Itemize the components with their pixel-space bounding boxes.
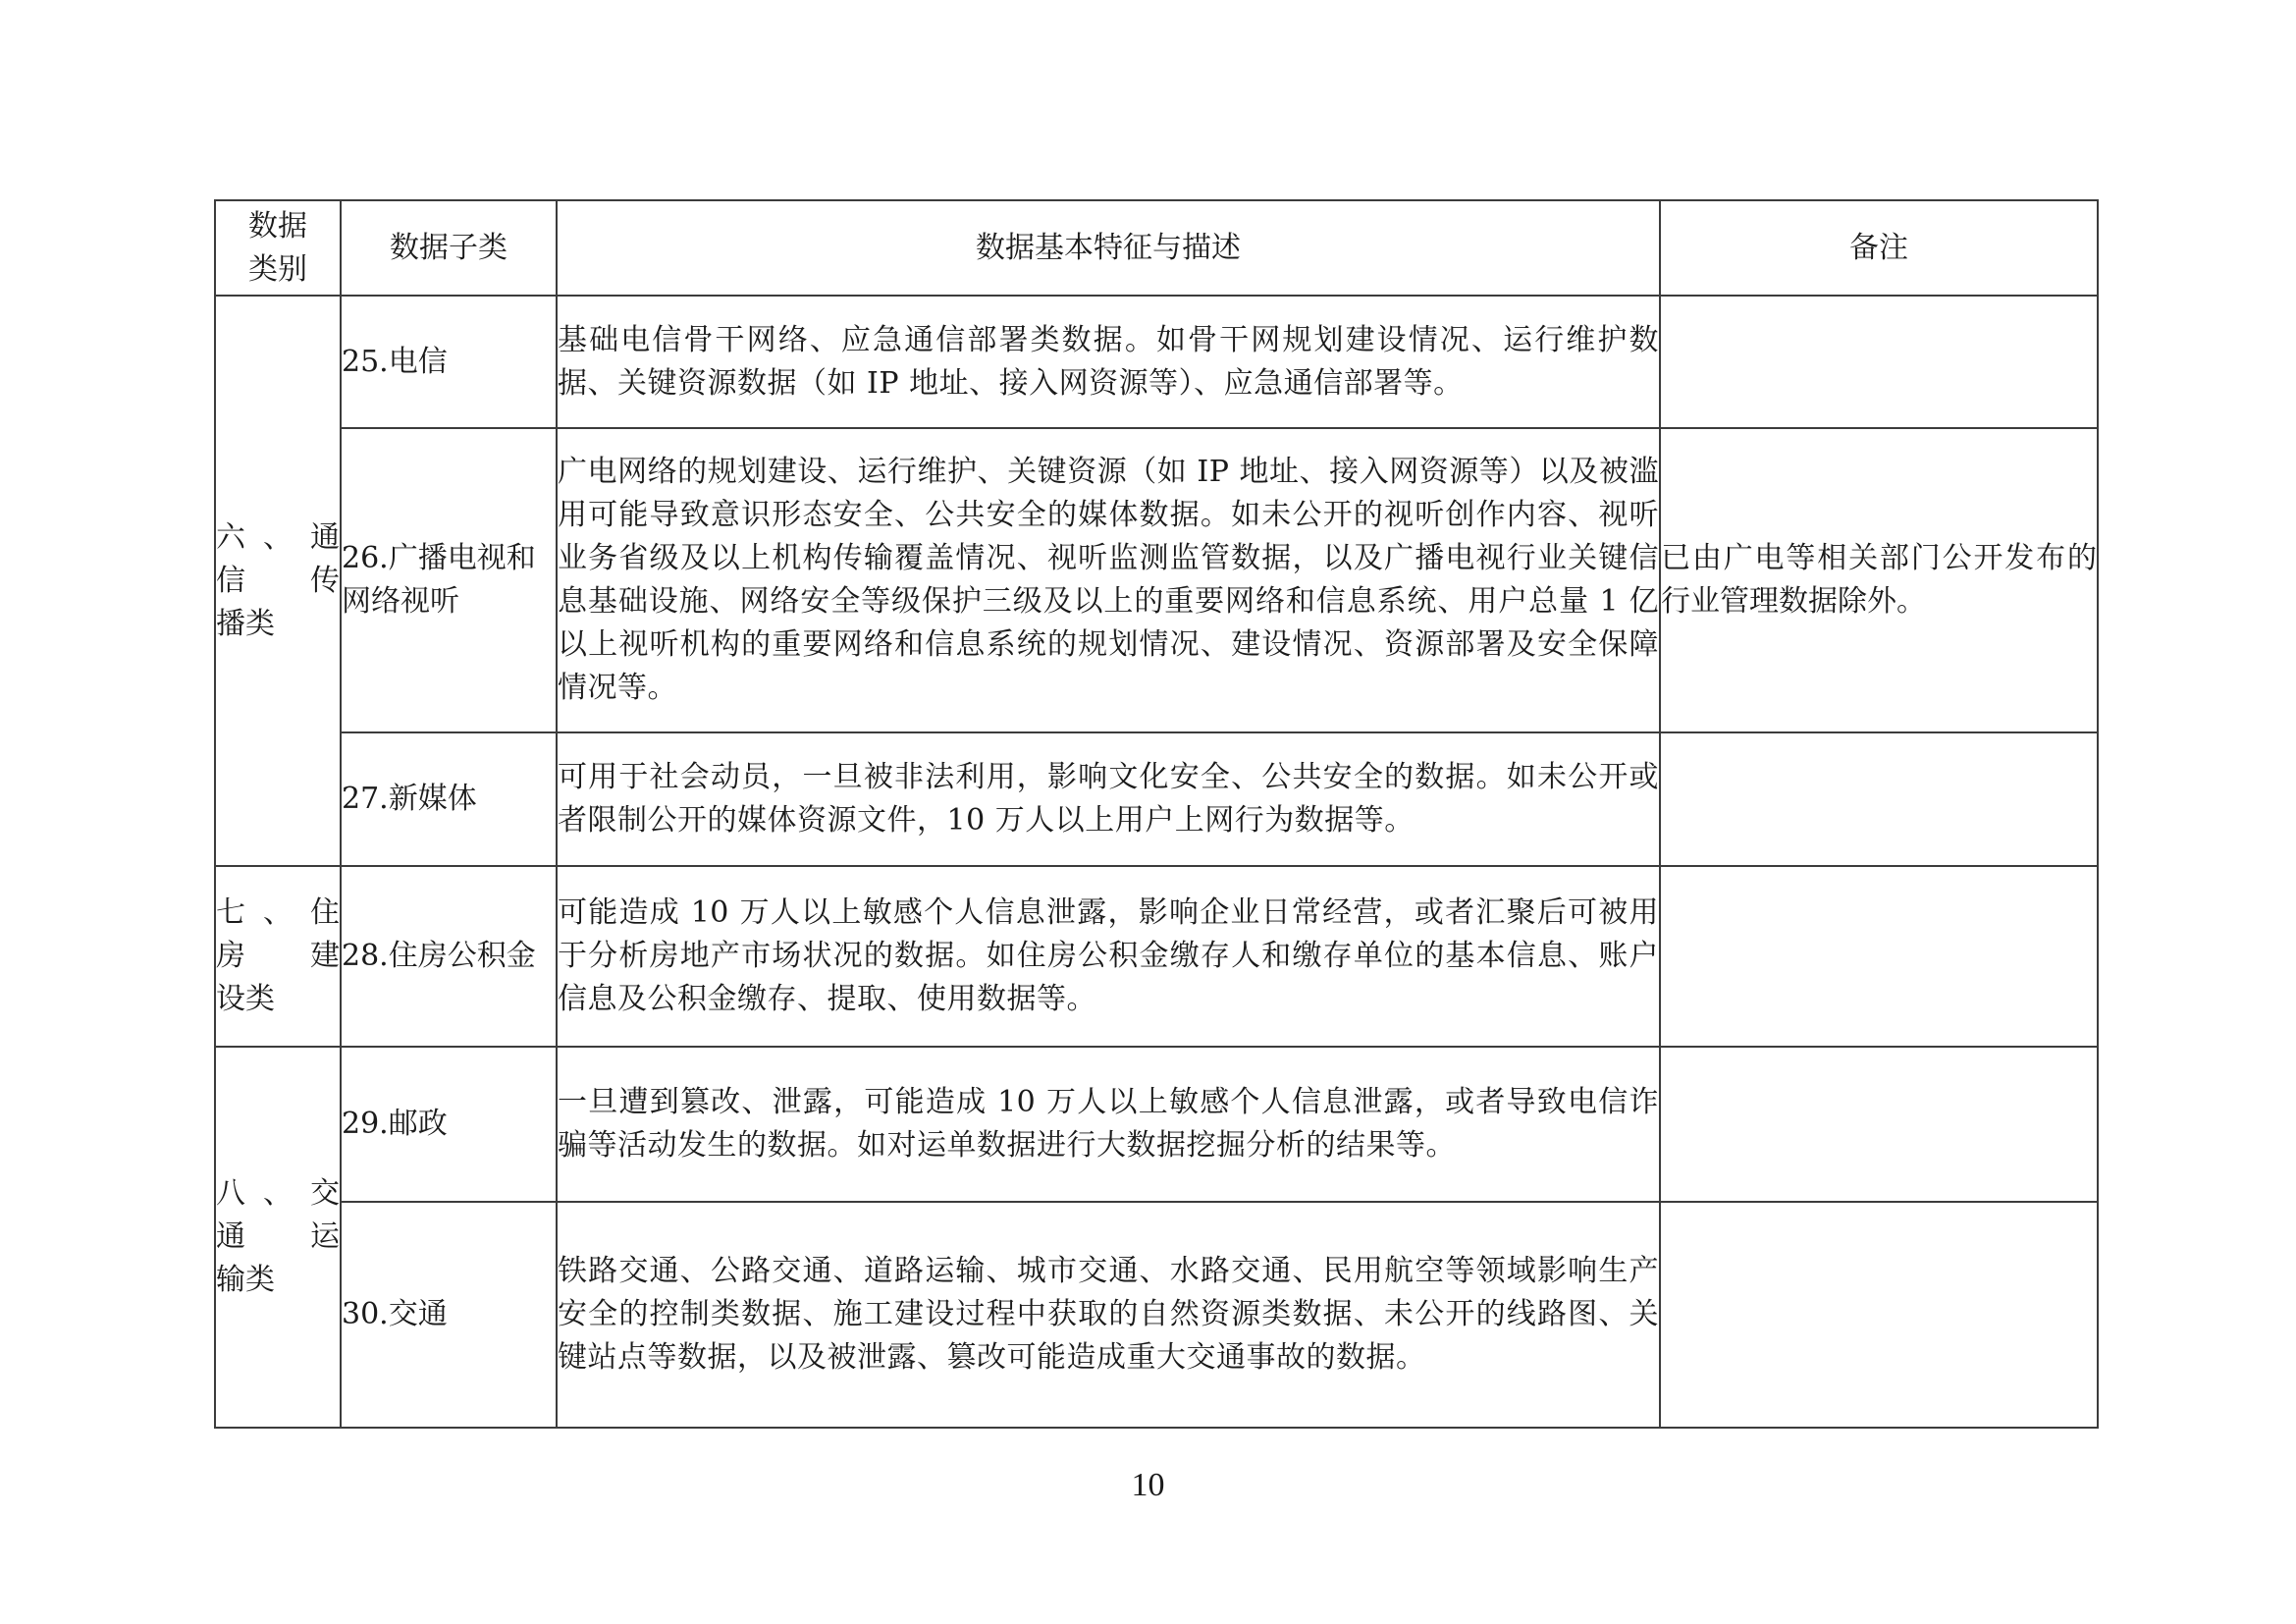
category-line: 八、交 <box>216 1176 340 1211</box>
note-cell <box>1660 296 2098 428</box>
header-category-line-1: 数据 <box>248 208 307 244</box>
table-row <box>215 732 2098 866</box>
subcategory-cell: 30.交通 <box>341 1202 557 1428</box>
header-note: 备注 <box>1660 200 2098 296</box>
data-classification-table <box>214 199 2099 1429</box>
description-cell: 基础电信骨干网络、应急通信部署类数据。如骨干网规划建设情况、运行维护数据、关键资源数据（如 IP 地址、接入网资源等）、应急通信部署等。 <box>557 296 1660 428</box>
subcategory-cell: 28.住房公积金 <box>341 866 557 1047</box>
subcategory-cell: 25.电信 <box>341 296 557 428</box>
note-cell <box>1660 732 2098 866</box>
category-line: 通 运 <box>216 1219 340 1254</box>
table-row <box>215 296 2098 428</box>
category-line: 播类 <box>216 606 275 641</box>
category-line: 七、住 <box>216 895 340 930</box>
category-cell <box>215 1047 341 1428</box>
category-line: 信 传 <box>216 563 340 598</box>
page-number: 10 <box>1131 1467 1165 1503</box>
category-line: 设类 <box>216 982 275 1016</box>
category-line: 输类 <box>216 1263 275 1297</box>
table-row <box>215 866 2098 1047</box>
subcategory-cell: 27.新媒体 <box>341 732 557 866</box>
description-cell: 一旦遭到篡改、泄露，可能造成 10 万人以上敏感个人信息泄露，或者导致电信诈骗等活动发生的数据。如对运单数据进行大数据挖掘分析的结果等。 <box>557 1047 1660 1202</box>
description-cell: 可用于社会动员，一旦被非法利用，影响文化安全、公共安全的数据。如未公开或者限制公开的媒体资源文件，10 万人以上用户上网行为数据等。 <box>557 732 1660 866</box>
table-row <box>215 428 2098 732</box>
header-category <box>215 200 341 296</box>
note-cell <box>1660 866 2098 1047</box>
category-cell <box>215 866 341 1047</box>
table-row <box>215 1202 2098 1428</box>
subcategory-cell: 26.广播电视和网络视听 <box>341 428 557 732</box>
category-cell <box>215 296 341 866</box>
description-cell: 可能造成 10 万人以上敏感个人信息泄露，影响企业日常经营，或者汇聚后可被用于分析房地产市场状况的数据。如住房公积金缴存人和缴存单位的基本信息、账户信息及公积金缴存、提取、使用数据等。 <box>557 866 1660 1047</box>
description-cell: 铁路交通、公路交通、道路运输、城市交通、水路交通、民用航空等领域影响生产安全的控制类数据、施工建设过程中获取的自然资源类数据、未公开的线路图、关键站点等数据，以及被泄露、篡改可能造成重大交通事故的数据。 <box>557 1202 1660 1428</box>
table-row <box>215 1047 2098 1202</box>
category-line: 房 建 <box>216 939 340 973</box>
header-subcategory: 数据子类 <box>341 200 557 296</box>
table-header-row <box>215 200 2098 296</box>
header-category-line-2: 类别 <box>248 251 307 287</box>
note-cell <box>1660 1202 2098 1428</box>
note-cell: 已由广电等相关部门公开发布的行业管理数据除外。 <box>1660 428 2098 732</box>
note-cell <box>1660 1047 2098 1202</box>
description-cell: 广电网络的规划建设、运行维护、关键资源（如 IP 地址、接入网资源等）以及被滥用可能导致意识形态安全、公共安全的媒体数据。如未公开的视听创作内容、视听业务省级及以上机构传输覆盖情况、视听监测监管数据，以及广播电视行业关键信息基础设施、网络安全等级保护三级及以上的重要网络和信息系统、用户总量 1 亿以上视听机构的重要网络和信息系统的规划情况、建设情况、资源部署及安全保障情况等。 <box>557 428 1660 732</box>
header-description: 数据基本特征与描述 <box>557 200 1660 296</box>
subcategory-cell: 29.邮政 <box>341 1047 557 1202</box>
category-line: 六、通 <box>216 519 340 555</box>
